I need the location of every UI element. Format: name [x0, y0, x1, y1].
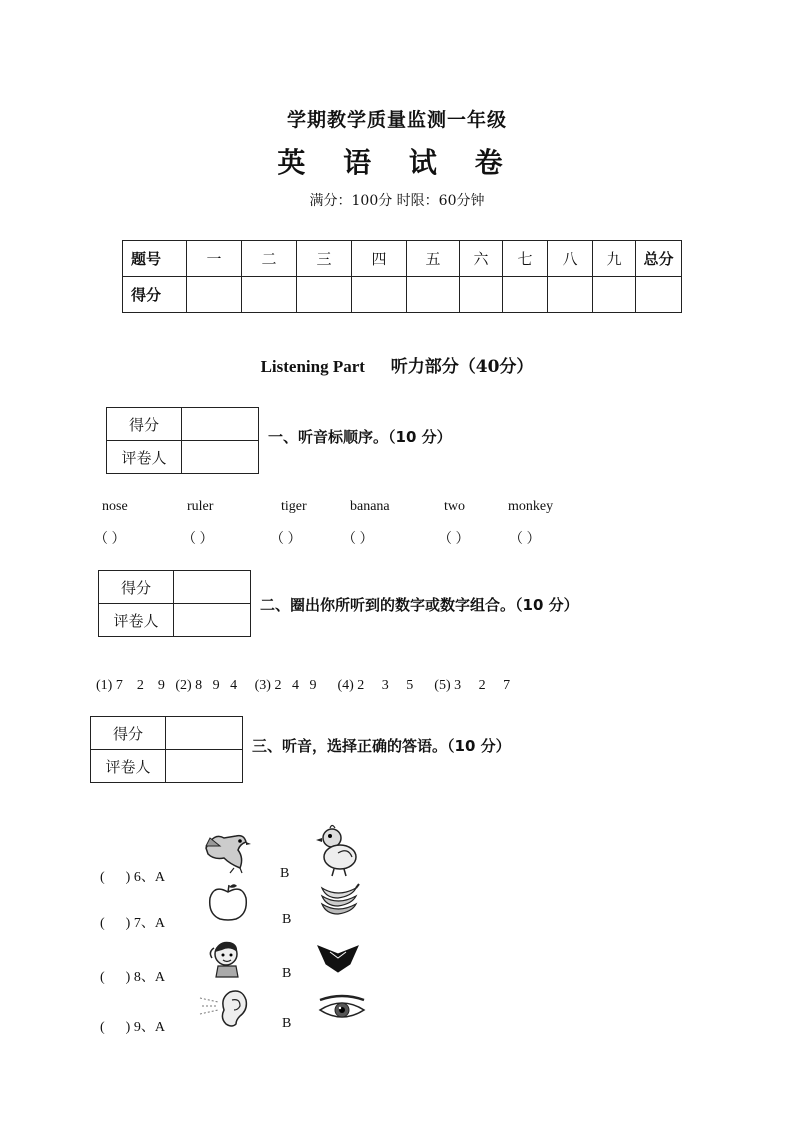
score-col-header: 一: [187, 241, 242, 277]
score-cell[interactable]: [593, 277, 636, 313]
score-col-header: 四: [352, 241, 407, 277]
exam-subtitle: 学期教学质量监测一年级: [286, 109, 507, 131]
word-item: monkey: [508, 499, 554, 514]
word-item: nose: [102, 499, 128, 514]
section-1-title: 一、听音标顺序。（10 分）: [268, 428, 452, 446]
part-heading-en: Listening Part: [260, 357, 365, 376]
score-table: [122, 240, 682, 313]
word-item: tiger: [281, 499, 307, 514]
eye-icon: [316, 994, 368, 1026]
part-heading-zh: 听力部分（40分）: [390, 357, 534, 377]
grader-box-3: [90, 716, 243, 783]
option-b-label: B: [282, 1016, 292, 1031]
grader-score-label: 得分: [107, 408, 182, 441]
answer-paren[interactable]: （ ）: [342, 532, 374, 547]
score-col-header: 题号: [123, 241, 187, 277]
question-9-label: ( ) 9、A: [100, 1020, 165, 1035]
section-3-title: 三、听音，选择正确的答语。（10 分）: [252, 737, 511, 755]
word-item: two: [444, 499, 465, 514]
score-row-label: 得分: [123, 277, 187, 313]
part-heading: [0, 352, 794, 377]
grader-name-label: 评卷人: [107, 441, 182, 474]
question-8-label: ( ) 8、A: [100, 970, 165, 985]
exam-meta: 满分：100分 时限：60分钟: [309, 193, 485, 209]
score-cell[interactable]: [297, 277, 352, 313]
score-col-header: 五: [407, 241, 460, 277]
question-7-label: ( ) 7、A: [100, 916, 165, 931]
bird-icon: [200, 828, 252, 874]
score-col-header: 八: [548, 241, 593, 277]
score-col-header: 七: [503, 241, 548, 277]
score-cell[interactable]: [242, 277, 297, 313]
section-2-title: 二、圈出你所听到的数字或数字组合。（10 分）: [260, 596, 579, 614]
word-item: banana: [350, 499, 390, 514]
score-table-score-row: [123, 277, 682, 313]
answer-paren[interactable]: （ ）: [94, 532, 126, 547]
option-b-label: B: [282, 966, 292, 981]
grader-name-label: 评卷人: [91, 750, 166, 783]
answer-paren[interactable]: （ ）: [182, 532, 214, 547]
grader-box-1: [106, 407, 259, 474]
grader-score-cell[interactable]: [174, 571, 251, 604]
score-table-header-row: [123, 241, 682, 277]
ear-icon: [198, 988, 252, 1028]
option-b-label: B: [282, 912, 292, 927]
grader-score-label: 得分: [99, 571, 174, 604]
grader-score-cell[interactable]: [166, 717, 243, 750]
score-col-header: 二: [242, 241, 297, 277]
apple-icon: [206, 882, 250, 922]
exam-title: 英 语 试 卷: [277, 146, 517, 179]
kite-icon: [316, 942, 360, 976]
answer-paren[interactable]: （ ）: [438, 532, 470, 547]
score-col-header: 九: [593, 241, 636, 277]
score-cell[interactable]: [407, 277, 460, 313]
grader-name-cell[interactable]: [166, 750, 243, 783]
answer-paren[interactable]: （ ）: [509, 532, 541, 547]
grader-name-cell[interactable]: [182, 441, 259, 474]
grader-name-label: 评卷人: [99, 604, 174, 637]
grader-score-cell[interactable]: [182, 408, 259, 441]
grader-score-label: 得分: [91, 717, 166, 750]
score-col-header: 总分: [636, 241, 682, 277]
bananas-icon: [318, 880, 360, 922]
word-item: ruler: [187, 499, 214, 514]
score-cell[interactable]: [636, 277, 682, 313]
question-6-label: ( ) 6、A: [100, 870, 165, 885]
score-cell[interactable]: [503, 277, 548, 313]
score-col-header: 三: [297, 241, 352, 277]
score-col-header: 六: [460, 241, 503, 277]
score-cell[interactable]: [352, 277, 407, 313]
option-b-label: B: [280, 866, 290, 881]
chick-icon: [314, 823, 360, 877]
answer-paren[interactable]: （ ）: [270, 532, 302, 547]
grader-box-2: [98, 570, 251, 637]
score-cell[interactable]: [460, 277, 503, 313]
boy-icon: [204, 938, 250, 978]
score-cell[interactable]: [187, 277, 242, 313]
number-groups: (1) 7 2 9 (2) 8 9 4 (3) 2 4 9 (4) 2 3 5 (5) 3 2 7: [96, 678, 511, 693]
score-cell[interactable]: [548, 277, 593, 313]
grader-name-cell[interactable]: [174, 604, 251, 637]
